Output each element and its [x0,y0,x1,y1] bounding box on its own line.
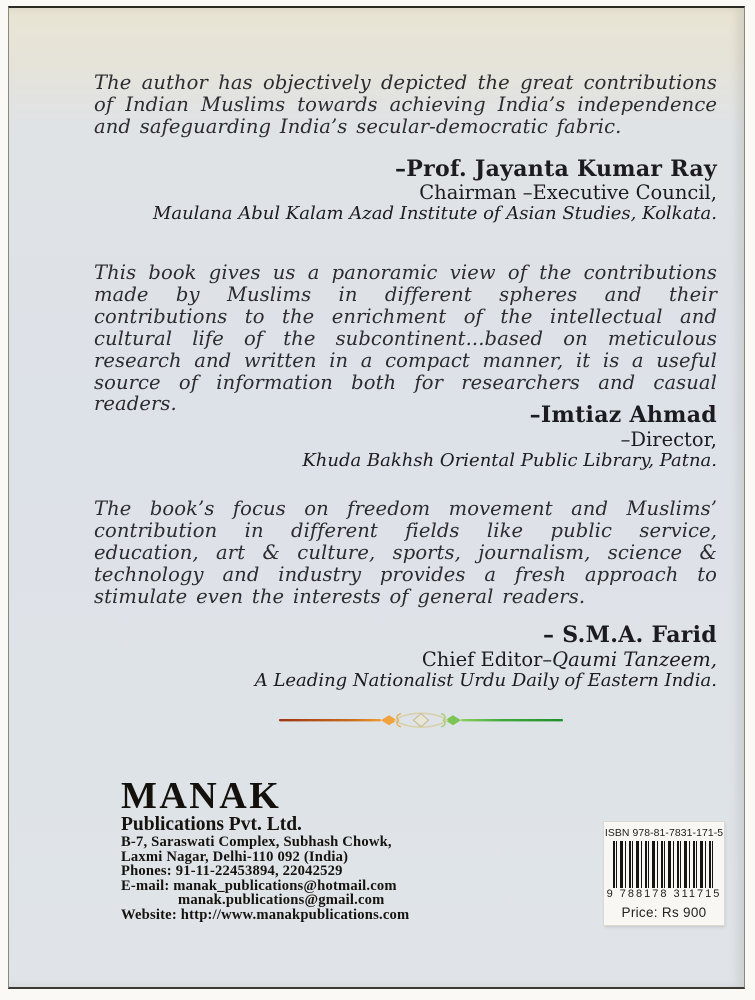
publisher-phones: Phones: 91-11-22453894, 22042529 [121,863,343,879]
attribution-role-3 [94,648,717,671]
attribution-role-publication: Qaumi Tanzeem, [552,648,717,671]
isbn-text: ISBN 978-81-7831-171-5 [604,828,724,839]
attribution-role-2: –Director, [620,428,717,451]
barcode-panel [604,822,724,925]
publisher-address-line1: B-7, Saraswati Complex, Subhash Chowk, [121,834,392,850]
publisher-subtitle: Publications Pvt. Ltd. [121,814,302,835]
attribution-role-1: Chairman –Executive Council, [419,181,717,204]
publisher-website: Website: http://www.manakpublications.com [121,906,410,923]
price-text: Price: Rs 900 [621,905,707,920]
publisher-email-line2: manak.publications@gmail.com [178,892,385,908]
quote-paragraph-3: The book’s focus on freedom movement and Muslims’ contribution in different fields like public service, education, art & culture, sports, journalism, science & technology and industry provides a fresh approach to stimulate even the interests of general readers. [94,497,717,608]
quote-paragraph-2: This book gives us a panoramic view of the contributions made by Muslims in different spheres and their contributions to the enrichment of the intellectual and cultural life of the subcontinent...based on meticulous research and written in a compact manner, it is a useful source of information both for researchers and casual readers. [94,261,717,416]
publisher-logo-text: MANAK [121,775,282,817]
attribution-name-2: –Imtiaz Ahmad [529,402,717,428]
divider-center-diamond [414,714,429,727]
publisher-email-line1: E-mail: manak_publications@hotmail.com [121,877,397,894]
tricolor-divider-ornament [277,709,565,731]
divider-left-line [279,719,381,721]
attribution-organization-3: A Leading Nationalist Urdu Daily of Eastern India. [254,670,717,691]
publisher-address-line2: Laxmi Nagar, Delhi-110 092 (India) [121,848,349,865]
quote-paragraph-1: The author has objectively depicted the great contributions of Indian Muslims towards achieving India’s independence and safeguarding India’s secular-democratic fabric. [94,71,717,138]
publisher-block [121,775,410,923]
attribution-name-3: – S.M.A. Farid [542,622,717,648]
divider-right-line [461,719,563,721]
back-cover [8,6,745,989]
attribution-role-prefix: Chief Editor– [421,648,553,671]
attribution-organization-1: Maulana Abul Kalam Azad Institute of Asian Studies, Kolkata. [152,203,717,224]
barcode-number: 9 788178 311715 [606,888,722,900]
barcode [613,841,715,888]
attribution-organization-2: Khuda Bakhsh Oriental Public Library, Patna. [302,450,717,471]
attribution-name-1: –Prof. Jayanta Kumar Ray [394,156,717,182]
